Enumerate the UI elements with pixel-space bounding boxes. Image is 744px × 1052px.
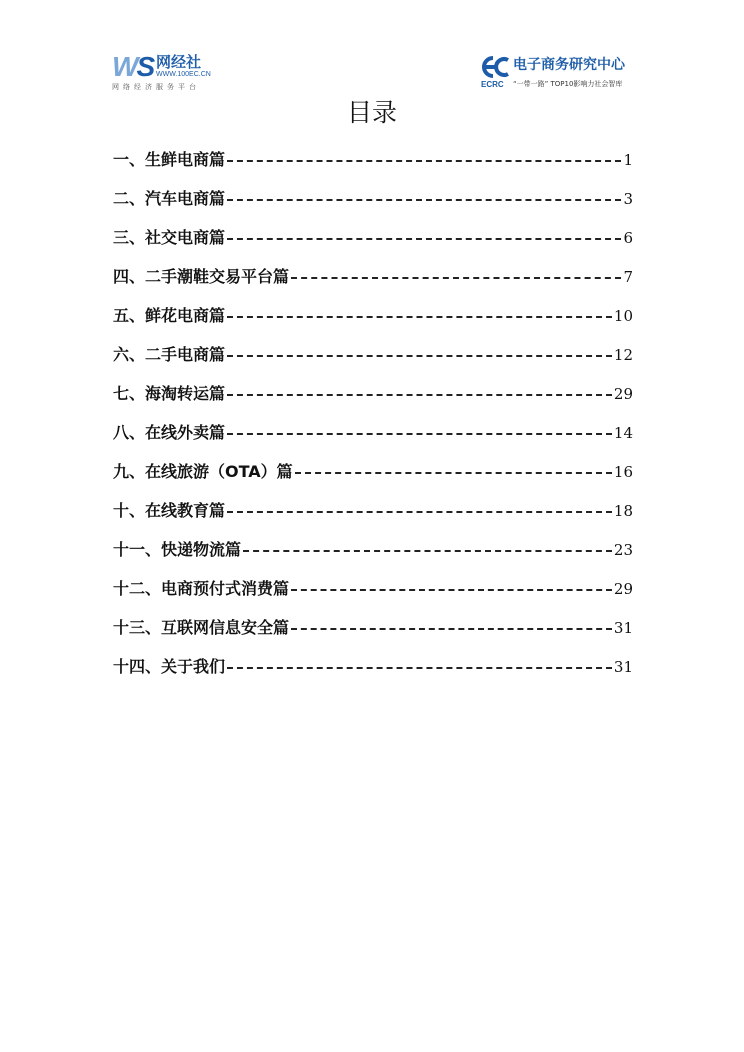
toc-entry-label: 十一、快递物流篇 [113, 539, 242, 559]
toc-leader [227, 433, 612, 435]
toc-entry-page: 31 [613, 657, 633, 676]
toc-entry[interactable] [113, 491, 633, 530]
toc-entry[interactable] [113, 218, 633, 257]
toc-entry-label: 三、社交电商篇 [113, 227, 226, 247]
toc-entry-label: 九、在线旅游（OTA）篇 [113, 461, 293, 481]
ws-logo-tagline: 网络经济服务平台 [112, 83, 200, 91]
ws-logo-mark: WS [112, 51, 154, 82]
toc-entry[interactable] [113, 569, 633, 608]
toc-entry-page: 23 [613, 540, 633, 559]
toc-entry[interactable] [113, 530, 633, 569]
toc-entry-page: 29 [613, 384, 633, 403]
toc-entry-page: 3 [623, 189, 633, 208]
toc-leader [227, 394, 612, 396]
toc-leader [227, 355, 612, 357]
ws-logo-name: 网经社 [156, 53, 202, 71]
toc-entry-label: 四、二手潮鞋交易平台篇 [113, 266, 290, 286]
toc-entry[interactable] [113, 140, 633, 179]
toc-entry[interactable] [113, 608, 633, 647]
toc-entry-label: 五、鲜花电商篇 [113, 305, 226, 325]
toc-entry-label: 七、海淘转运篇 [113, 383, 226, 403]
toc-entry-label: 一、生鲜电商篇 [113, 149, 226, 169]
toc-leader [227, 199, 621, 201]
toc-leader [227, 511, 612, 513]
toc-leader [291, 277, 621, 279]
toc-entry-label: 十二、电商预付式消费篇 [113, 578, 290, 598]
toc-entry-page: 6 [623, 228, 633, 247]
toc-entry-page: 18 [613, 501, 633, 520]
ecrc-logo-abbr: ECRC [481, 80, 504, 89]
toc-entry[interactable] [113, 647, 633, 686]
toc-entry-page: 12 [613, 345, 633, 364]
toc-entry-label: 十、在线教育篇 [113, 500, 226, 520]
ecrc-logo-subtitle: “一带一路” TOP10影响力社会智库 [513, 80, 623, 88]
toc-leader [227, 316, 612, 318]
toc-entry[interactable] [113, 452, 633, 491]
ecrc-logo-name: 电子商务研究中心 [513, 57, 625, 73]
toc-entry[interactable] [113, 374, 633, 413]
ecrc-logo [481, 56, 641, 94]
toc-entry[interactable] [113, 179, 633, 218]
toc-leader [227, 160, 621, 162]
toc-entry-label: 十三、互联网信息安全篇 [113, 617, 290, 637]
toc-entry-page: 1 [623, 150, 633, 169]
toc-entry-label: 十四、关于我们 [113, 656, 226, 676]
toc-entry[interactable] [113, 257, 633, 296]
table-of-contents [113, 140, 633, 686]
ws-logo-url: WWW.100EC.CN [156, 71, 211, 78]
page-header [0, 0, 744, 100]
toc-leader [243, 550, 612, 552]
toc-leader [227, 667, 612, 669]
toc-entry-label: 六、二手电商篇 [113, 344, 226, 364]
toc-entry-page: 31 [613, 618, 633, 637]
toc-entry-label: 八、在线外卖篇 [113, 422, 226, 442]
toc-entry-page: 10 [613, 306, 633, 325]
toc-entry[interactable] [113, 413, 633, 452]
toc-entry-page: 14 [613, 423, 633, 442]
wangjingshe-logo [112, 52, 232, 94]
toc-leader [291, 628, 612, 630]
toc-entry[interactable] [113, 335, 633, 374]
toc-leader [291, 589, 612, 591]
toc-entry-page: 29 [613, 579, 633, 598]
toc-entry-page: 7 [623, 267, 633, 286]
toc-entry[interactable] [113, 296, 633, 335]
page-title: 目录 [346, 98, 397, 127]
ec-logo-icon [481, 56, 511, 78]
toc-leader [227, 238, 621, 240]
toc-entry-page: 16 [613, 462, 633, 481]
toc-entry-label: 二、汽车电商篇 [113, 188, 226, 208]
toc-leader [295, 472, 612, 474]
